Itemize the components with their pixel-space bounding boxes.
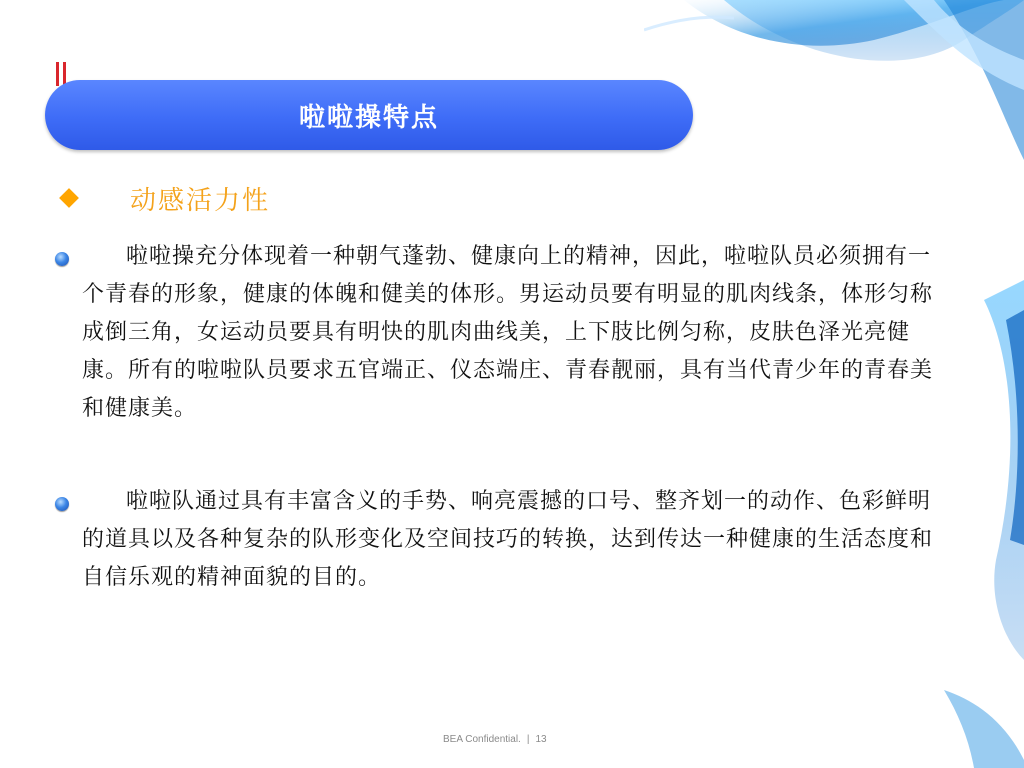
paragraph-2-text: 啦啦队通过具有丰富含义的手势、响亮震撼的口号、整齐划一的动作、色彩鲜明的道具以及各种复杂的队形变化及空间技巧的转换，达到传达一种健康的生活态度和自信乐观的精神面貌的目的。 bbox=[82, 489, 934, 590]
footer-separator: | bbox=[526, 734, 530, 745]
paragraph-1 bbox=[82, 238, 937, 428]
section-heading-text: 动感活力性 bbox=[130, 185, 271, 216]
section-heading bbox=[58, 180, 270, 216]
paragraph-1-text: 啦啦操充分体现着一种朝气蓬勃、健康向上的精神，因此，啦啦队员必须拥有一个青春的形象，健康的体魄和健美的体形。男运动员要有明显的肌肉线条，体形匀称成倒三角，女运动员要具有明快的肌肉曲线美，上下肢比例匀称，皮肤色泽光亮健康。所有的啦啦队员要求五官端正、仪态端庄、青春靓丽，具有当代青少年的青春美和健康美。 bbox=[82, 244, 934, 421]
paragraph-2 bbox=[82, 483, 937, 597]
footer-confidential: BEA Confidential. bbox=[443, 734, 521, 745]
page-number: 13 bbox=[535, 734, 547, 745]
title-bar bbox=[45, 80, 693, 150]
footer bbox=[443, 734, 547, 745]
slide-title: 啦啦操特点 bbox=[298, 102, 439, 133]
red-mark-left bbox=[56, 62, 59, 86]
blue-orb-bullet-icon bbox=[55, 252, 69, 266]
blue-orb-bullet-icon bbox=[55, 497, 69, 511]
diamond-icon bbox=[59, 188, 79, 208]
